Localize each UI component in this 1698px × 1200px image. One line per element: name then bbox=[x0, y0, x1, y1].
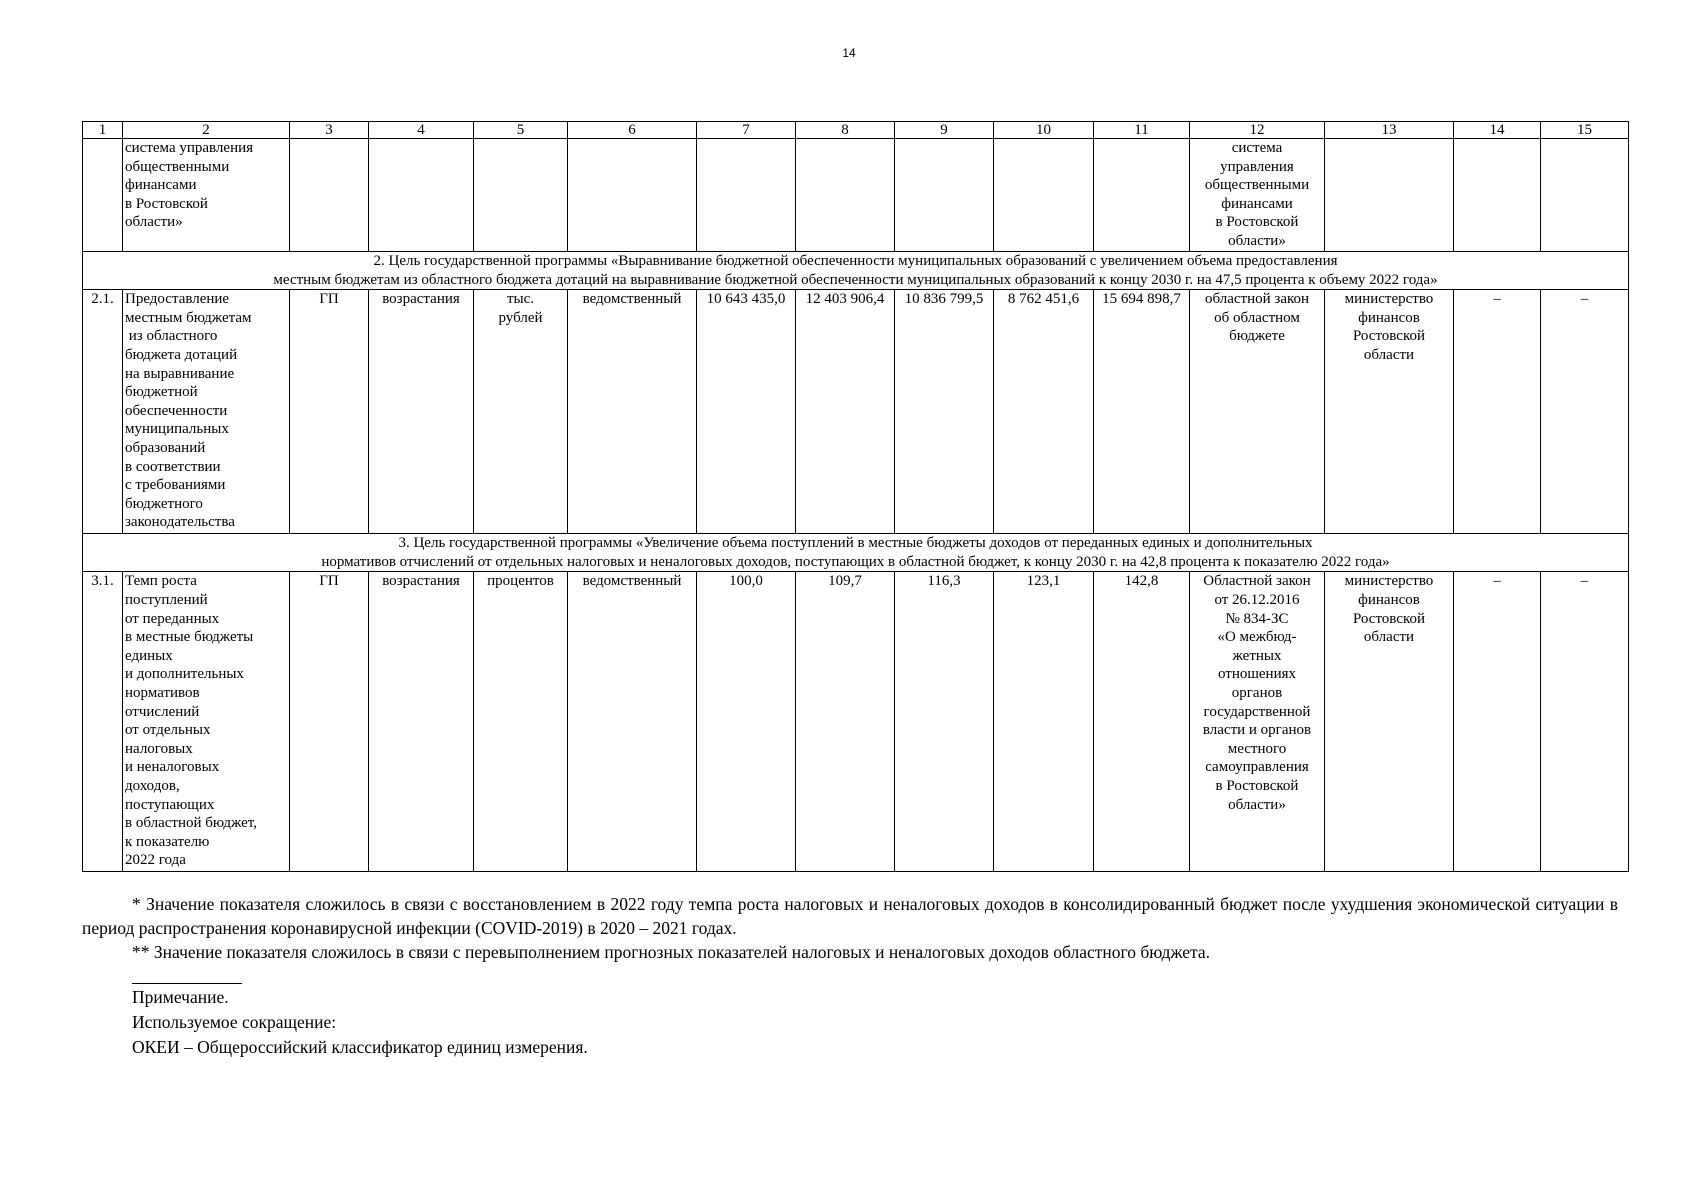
column-number: 5 bbox=[474, 122, 568, 139]
legal-basis: система управления общественными финансами в Ростовской области» bbox=[1190, 139, 1325, 252]
column-number: 2 bbox=[123, 122, 290, 139]
table-row bbox=[83, 290, 1629, 534]
divider bbox=[132, 983, 242, 984]
value-col14: – bbox=[1454, 290, 1541, 534]
value-col7: 10 643 435,0 bbox=[697, 290, 796, 534]
column-number: 15 bbox=[1541, 122, 1629, 139]
remark bbox=[132, 985, 588, 1060]
row-number: 2.1. bbox=[83, 290, 123, 534]
column-number: 10 bbox=[994, 122, 1094, 139]
trend: возрастания bbox=[369, 572, 474, 872]
value-col8: 12 403 906,4 bbox=[796, 290, 895, 534]
goal-3-heading: 3. Цель государственной программы «Увеличение объема поступлений в местные бюджеты доходов от переданных единых и дополнительных нормативов отчислений от отдельных налоговых и неналоговых доходов, поступающих в областной бюджет, к концу 2030 г. на 42,8 процента к показателю 2022 года» bbox=[83, 534, 1629, 572]
value-col15: – bbox=[1541, 572, 1629, 872]
value-col10: 8 762 451,6 bbox=[994, 290, 1094, 534]
value-col9: 116,3 bbox=[895, 572, 994, 872]
unit: тыс. рублей bbox=[474, 290, 568, 534]
responsible-body: министерство финансов Ростовской области bbox=[1325, 290, 1454, 534]
goal-row bbox=[83, 534, 1629, 572]
footnote-1: * Значение показателя сложилось в связи с восстановлением в 2022 году темпа роста налоговых и неналоговых доходов в консолидированный бюджет после ухудшения экономической ситуации в период распространения коронавирусной инфекции (COVID-2019) в 2020 – 2021 годах. bbox=[82, 894, 1618, 938]
indicators-table bbox=[82, 121, 1629, 872]
indicator-type: ГП bbox=[290, 572, 369, 872]
method: ведомственный bbox=[568, 290, 697, 534]
row-number: 3.1. bbox=[83, 572, 123, 872]
table-row bbox=[83, 572, 1629, 872]
column-number: 7 bbox=[697, 122, 796, 139]
column-number: 9 bbox=[895, 122, 994, 139]
abbreviation-okei: ОКЕИ – Общероссийский классификатор единиц измерения. bbox=[132, 1037, 588, 1057]
footnote-2: ** Значение показателя сложилось в связи с перевыполнением прогнозных показателей налоговых и неналоговых доходов областного бюджета. bbox=[132, 942, 1210, 962]
footnotes bbox=[82, 892, 1618, 964]
unit: процентов bbox=[474, 572, 568, 872]
value-col11: 142,8 bbox=[1094, 572, 1190, 872]
legal-basis: областной закон об областном бюджете bbox=[1190, 290, 1325, 534]
abbreviation-label: Используемое сокращение: bbox=[132, 1012, 337, 1032]
goal-row bbox=[83, 252, 1629, 290]
trend: возрастания bbox=[369, 290, 474, 534]
value-col14: – bbox=[1454, 572, 1541, 872]
column-number: 3 bbox=[290, 122, 369, 139]
column-number: 4 bbox=[369, 122, 474, 139]
column-number: 1 bbox=[83, 122, 123, 139]
value-col7: 100,0 bbox=[697, 572, 796, 872]
column-number: 6 bbox=[568, 122, 697, 139]
responsible-body: министерство финансов Ростовской области bbox=[1325, 572, 1454, 872]
column-number: 8 bbox=[796, 122, 895, 139]
value-col9: 10 836 799,5 bbox=[895, 290, 994, 534]
remark-title: Примечание. bbox=[132, 987, 229, 1007]
value-col11: 15 694 898,7 bbox=[1094, 290, 1190, 534]
value-col15: – bbox=[1541, 290, 1629, 534]
legal-basis: Областной закон от 26.12.2016 № 834-ЗС «О межбюд- жетных отношениях органов государственной власти и органов местного самоуправления в Ростовской области» bbox=[1190, 572, 1325, 872]
table-header-row bbox=[83, 122, 1629, 139]
indicator-type: ГП bbox=[290, 290, 369, 534]
column-number: 13 bbox=[1325, 122, 1454, 139]
table-row bbox=[83, 139, 1629, 252]
page-number: 14 bbox=[842, 46, 856, 60]
indicator-name: система управления общественными финансами в Ростовской области» bbox=[123, 139, 290, 252]
goal-2-heading: 2. Цель государственной программы «Выравнивание бюджетной обеспеченности муниципальных образований с увеличением объема предоставления местным бюджетам из областного бюджета дотаций на выравнивание бюджетной обеспеченности муниципальных образований к концу 2030 г. на 47,5 процента к объему 2022 года» bbox=[83, 252, 1629, 290]
column-number: 12 bbox=[1190, 122, 1325, 139]
value-col10: 123,1 bbox=[994, 572, 1094, 872]
value-col8: 109,7 bbox=[796, 572, 895, 872]
indicator-name: Темп роста поступлений от переданных в местные бюджеты единых и дополнительных нормативов отчислений от отдельных налоговых и неналоговых доходов, поступающих в областной бюджет, к показателю 2022 года bbox=[123, 572, 290, 872]
column-number: 14 bbox=[1454, 122, 1541, 139]
indicator-name: Предоставление местным бюджетам из областного бюджета дотаций на выравнивание бюджетной обеспеченности муниципальных образований в соответствии с требованиями бюджетного законодательства bbox=[123, 290, 290, 534]
column-number: 11 bbox=[1094, 122, 1190, 139]
method: ведомственный bbox=[568, 572, 697, 872]
